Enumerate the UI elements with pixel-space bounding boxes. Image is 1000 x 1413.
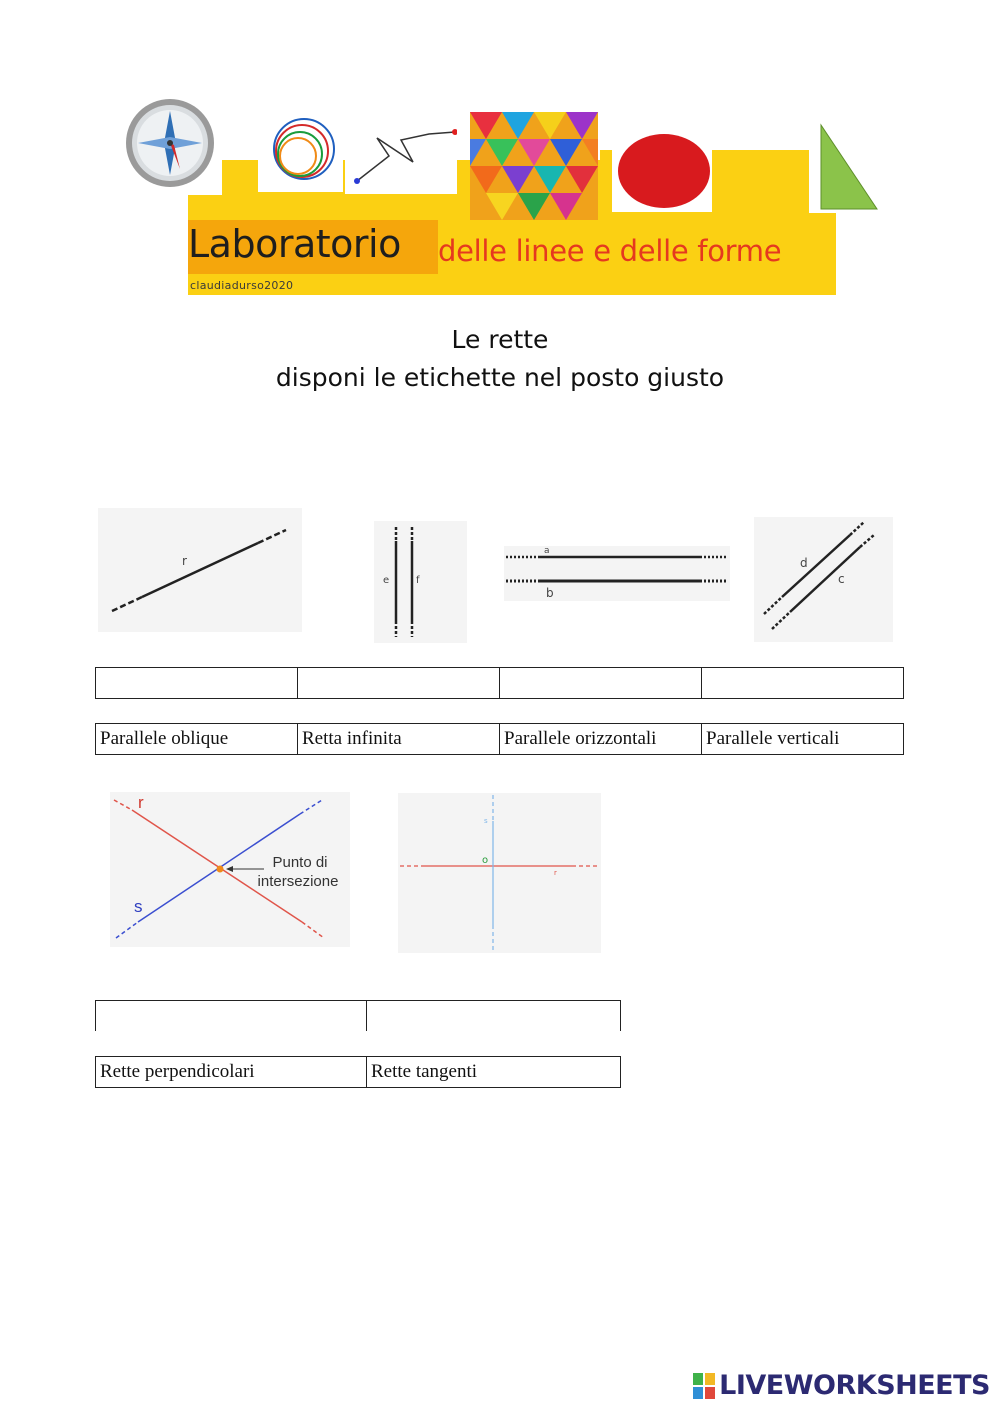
label-r: r <box>138 793 144 812</box>
liveworksheets-badge-icon <box>693 1373 715 1399</box>
label-o: o <box>482 855 489 866</box>
drop-row <box>96 1001 621 1032</box>
label-rette-perpendicolari[interactable]: Rette perpendicolari <box>96 1057 367 1088</box>
banner-author: claudiadurso2020 <box>190 279 294 292</box>
label-parallele-oblique[interactable]: Parallele oblique <box>96 724 298 755</box>
drop-cell[interactable] <box>96 1001 367 1032</box>
intersection-note-line1: Punto di <box>272 854 328 871</box>
label-s: s <box>134 897 143 916</box>
labels-table-1 <box>95 723 904 755</box>
labels-row <box>96 1057 621 1088</box>
banner-subtitle: delle linee e delle forme <box>438 234 782 268</box>
instructions: disponi le etichette nel posto giusto <box>275 363 725 392</box>
answer-table-1 <box>95 667 904 699</box>
green-triangle-image <box>809 123 881 213</box>
label-a: a <box>544 546 550 556</box>
figure-horizontal-parallels <box>504 546 730 601</box>
colorful-mosaic-image <box>470 112 598 220</box>
figure-perpendicular-lines <box>398 793 601 953</box>
label-parallele-verticali[interactable]: Parallele verticali <box>702 724 904 755</box>
answer-table-2 <box>95 1000 621 1031</box>
figure-vertical-parallels <box>374 521 467 643</box>
label-d: d <box>800 556 808 570</box>
drop-cell[interactable] <box>702 668 904 699</box>
drop-cell[interactable] <box>96 668 298 699</box>
zigzag-line-image <box>345 122 457 194</box>
figure-intersecting-lines <box>110 792 350 947</box>
drop-row <box>96 668 904 699</box>
label-rette-tangenti[interactable]: Rette tangenti <box>367 1057 621 1088</box>
label-retta-infinita[interactable]: Retta infinita <box>298 724 500 755</box>
label-r: r <box>182 554 187 568</box>
banner-title: Laboratorio <box>188 222 401 266</box>
drop-cell[interactable] <box>500 668 702 699</box>
intersection-note-line2: intersezione <box>257 873 339 890</box>
label-s: s <box>484 817 488 825</box>
compass-image <box>114 95 222 195</box>
labels-table-2 <box>95 1056 621 1088</box>
drop-cell[interactable] <box>298 668 500 699</box>
liveworksheets-logo <box>693 1370 990 1401</box>
page-title: Le rette <box>451 325 549 354</box>
figure-oblique-parallels <box>754 517 893 642</box>
circles-image <box>258 112 343 192</box>
label-b: b <box>546 586 554 600</box>
label-r: r <box>554 869 557 877</box>
label-c: c <box>838 572 845 586</box>
figure-infinite-line <box>98 508 302 632</box>
label-f: f <box>416 575 420 586</box>
red-circle-image <box>612 130 712 212</box>
labels-row <box>96 724 904 755</box>
label-parallele-orizzontali[interactable]: Parallele orizzontali <box>500 724 702 755</box>
liveworksheets-wordmark: LIVEWORKSHEETS <box>719 1370 990 1401</box>
label-e: e <box>383 575 390 586</box>
drop-cell[interactable] <box>367 1001 621 1032</box>
